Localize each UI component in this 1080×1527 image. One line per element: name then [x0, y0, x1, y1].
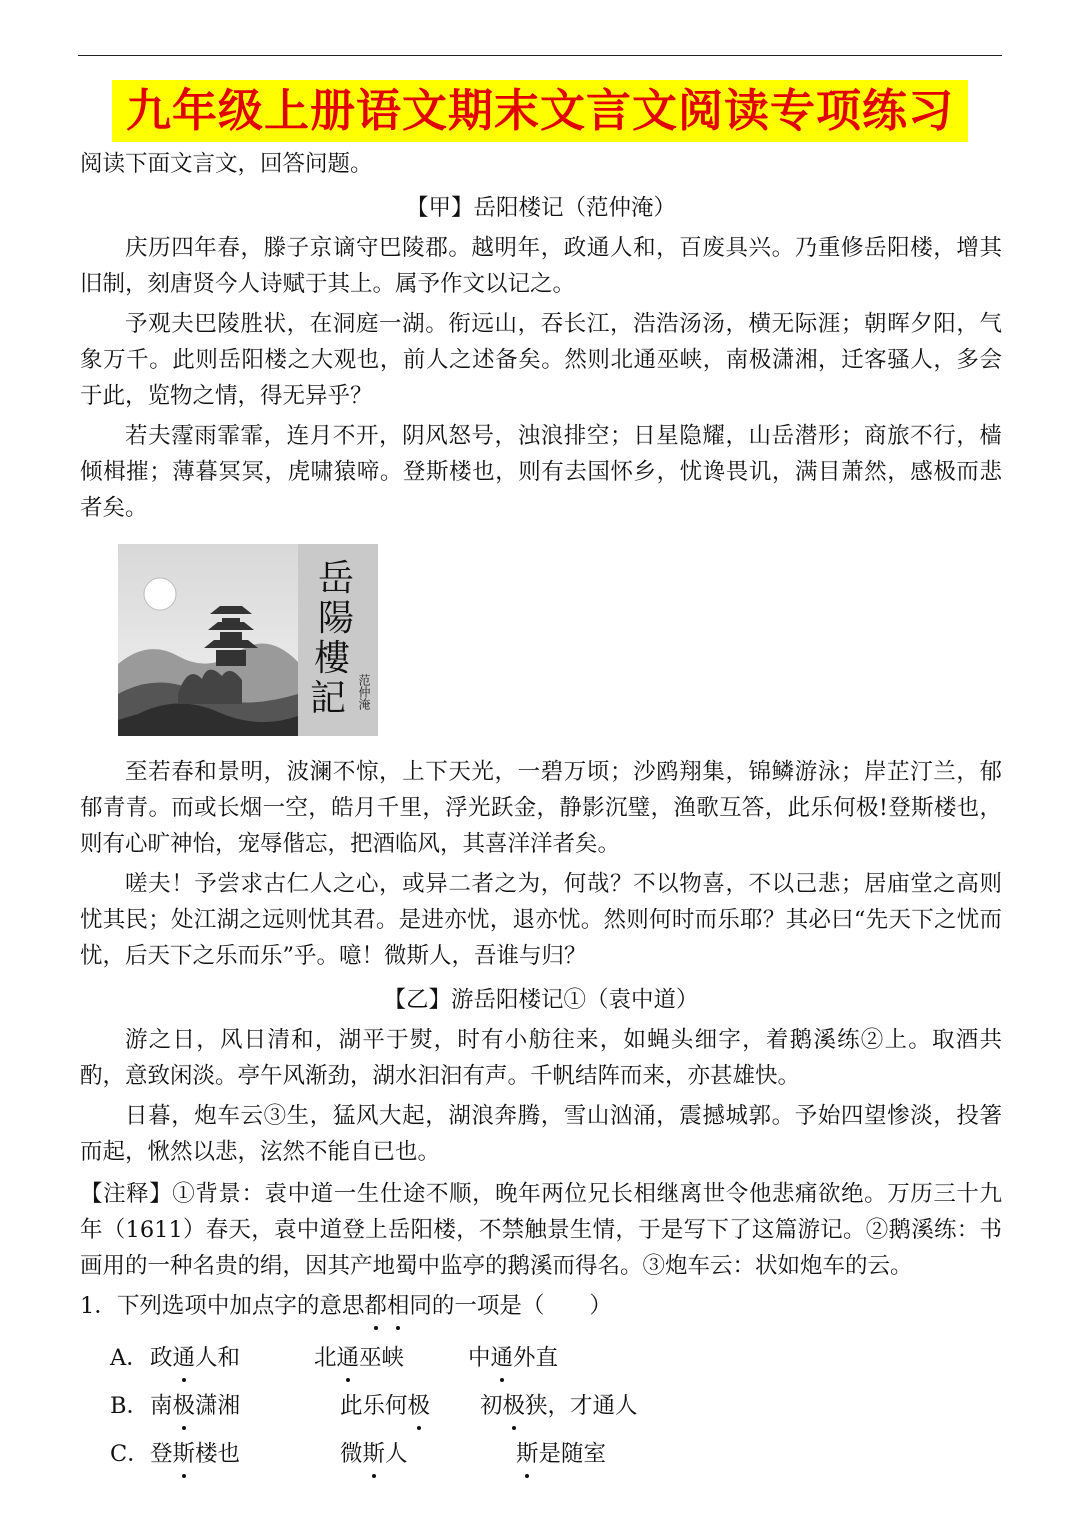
- option-letter: A．: [110, 1345, 149, 1371]
- text-b-paragraph-2: 日暮，炮车云③生，猛风大起，湖浪奔腾，雪山汹涌，震撼城郭。予始四望惨淡，投箸而起，愀然以悲，泫然不能自已也。: [80, 1103, 1002, 1165]
- text-a-heading: 【甲】岳阳楼记（范仲淹）: [405, 195, 676, 221]
- text-a-paragraph-1: 庆历四年春，滕子京谪守巴陵郡。越明年，政通人和，百废具兴。乃重修岳阳楼，增其旧制，刻唐贤今人诗赋于其上。属予作文以记之。: [80, 235, 1002, 297]
- text-a-paragraph-3: 若夫霪雨霏霏，连月不开，阴风怒号，浊浪排空；日星隐耀，山岳潜形；商旅不行，樯倾楫摧；薄暮冥冥，虎啸猿啼。登斯楼也，则有去国怀乡，忧谗畏讥，满目萧然，感极而悲者矣。: [80, 423, 1002, 521]
- option-letter: C．: [110, 1441, 150, 1467]
- option-word-3: 初极狭，才通人: [480, 1388, 638, 1424]
- option-c[interactable]: [80, 1430, 1002, 1478]
- instruction: 阅读下面文言文，回答问题。: [80, 151, 373, 177]
- page-title: 九年级上册语文期末文言文阅读专项练习: [112, 80, 968, 142]
- question-dotted-char-2: 相: [387, 1288, 410, 1324]
- question-1-stem: [80, 1288, 1002, 1324]
- option-word-1: 南极潇湘: [150, 1388, 240, 1424]
- question-stem-suffix: 同的一项是（ ）: [409, 1293, 612, 1319]
- top-rule: [78, 55, 1002, 56]
- title-wrap: [0, 80, 1080, 142]
- option-word-2: 北通巫峡: [314, 1340, 404, 1376]
- option-word-3: 斯是随室: [516, 1436, 606, 1472]
- question-dotted-char-1: 都: [364, 1288, 387, 1324]
- text-b-heading: 【乙】游岳阳楼记①（袁中道）: [383, 987, 699, 1013]
- text-b-paragraph-1: 游之日，风日清和，湖平于熨，时有小舫往来，如蝇头细字，着鹅溪练②上。取酒共酌，意致闲淡。亭午风渐劲，湖水汩汩有声。千帆结阵而来，亦甚雄快。: [80, 1027, 1002, 1089]
- calligraphy-char-4: 記: [309, 678, 347, 719]
- calligraphy-signature: 范仲淹: [357, 674, 371, 710]
- option-word-2: 微斯人: [340, 1436, 408, 1472]
- option-letter: B．: [110, 1393, 150, 1419]
- calligraphy-char-3: 樓: [313, 638, 351, 679]
- annotation-note: 【注释】①背景：袁中道一生仕途不顺，晚年两位兄长相继离世令他悲痛欲绝。万历三十九年（1611）春天，袁中道登上岳阳楼，不禁触景生情，于是写下了这篇游记。②鹅溪练：书画用的一种名贵的绢，因其产地蜀中监亭的鹅溪而得名。③炮车云：状如炮车的云。: [80, 1181, 1002, 1279]
- option-a[interactable]: [80, 1334, 1002, 1382]
- ink-painting-svg: [118, 544, 378, 736]
- yueyang-tower-illustration: [118, 544, 378, 736]
- question-1-options: [80, 1334, 1002, 1478]
- text-a-paragraph-4: 至若春和景明，波澜不惊，上下天光，一碧万顷；沙鸥翔集，锦鳞游泳；岸芷汀兰，郁郁青青。而或长烟一空，皓月千里，浮光跃金，静影沉璧，渔歌互答，此乐何极!登斯楼也，则有心旷神怡，宠辱偕忘，把酒临风，其喜洋洋者矣。: [80, 759, 1002, 857]
- text-a-paragraph-5: 嗟夫！予尝求古仁人之心，或异二者之为，何哉？不以物喜，不以己悲；居庙堂之高则忧其民；处江湖之远则忧其君。是进亦忧，退亦忧。然则何时而乐耶？其必曰“先天下之忧而忧，后天下之乐而乐”乎。噫！微斯人，吾谁与归？: [80, 871, 1002, 969]
- option-b[interactable]: [80, 1382, 1002, 1430]
- option-word-3: 中通外直: [468, 1340, 558, 1376]
- document-body: [80, 144, 1002, 1478]
- text-a-paragraph-2: 予观夫巴陵胜状，在洞庭一湖。衔远山，吞长江，浩浩汤汤，横无际涯；朝晖夕阳，气象万千。此则岳阳楼之大观也，前人之述备矣。然则北通巫峡，南极潇湘，迁客骚人，多会于此，览物之情，得无异乎？: [80, 311, 1002, 409]
- calligraphy-char-1: 岳: [317, 558, 355, 599]
- question-stem-prefix: 1．下列选项中加点字的意思: [80, 1293, 365, 1319]
- option-word-1: 政通人和: [150, 1340, 240, 1376]
- option-word-2: 此乐何极: [340, 1388, 430, 1424]
- calligraphy-char-2: 陽: [317, 598, 355, 639]
- option-word-1: 登斯楼也: [150, 1436, 240, 1472]
